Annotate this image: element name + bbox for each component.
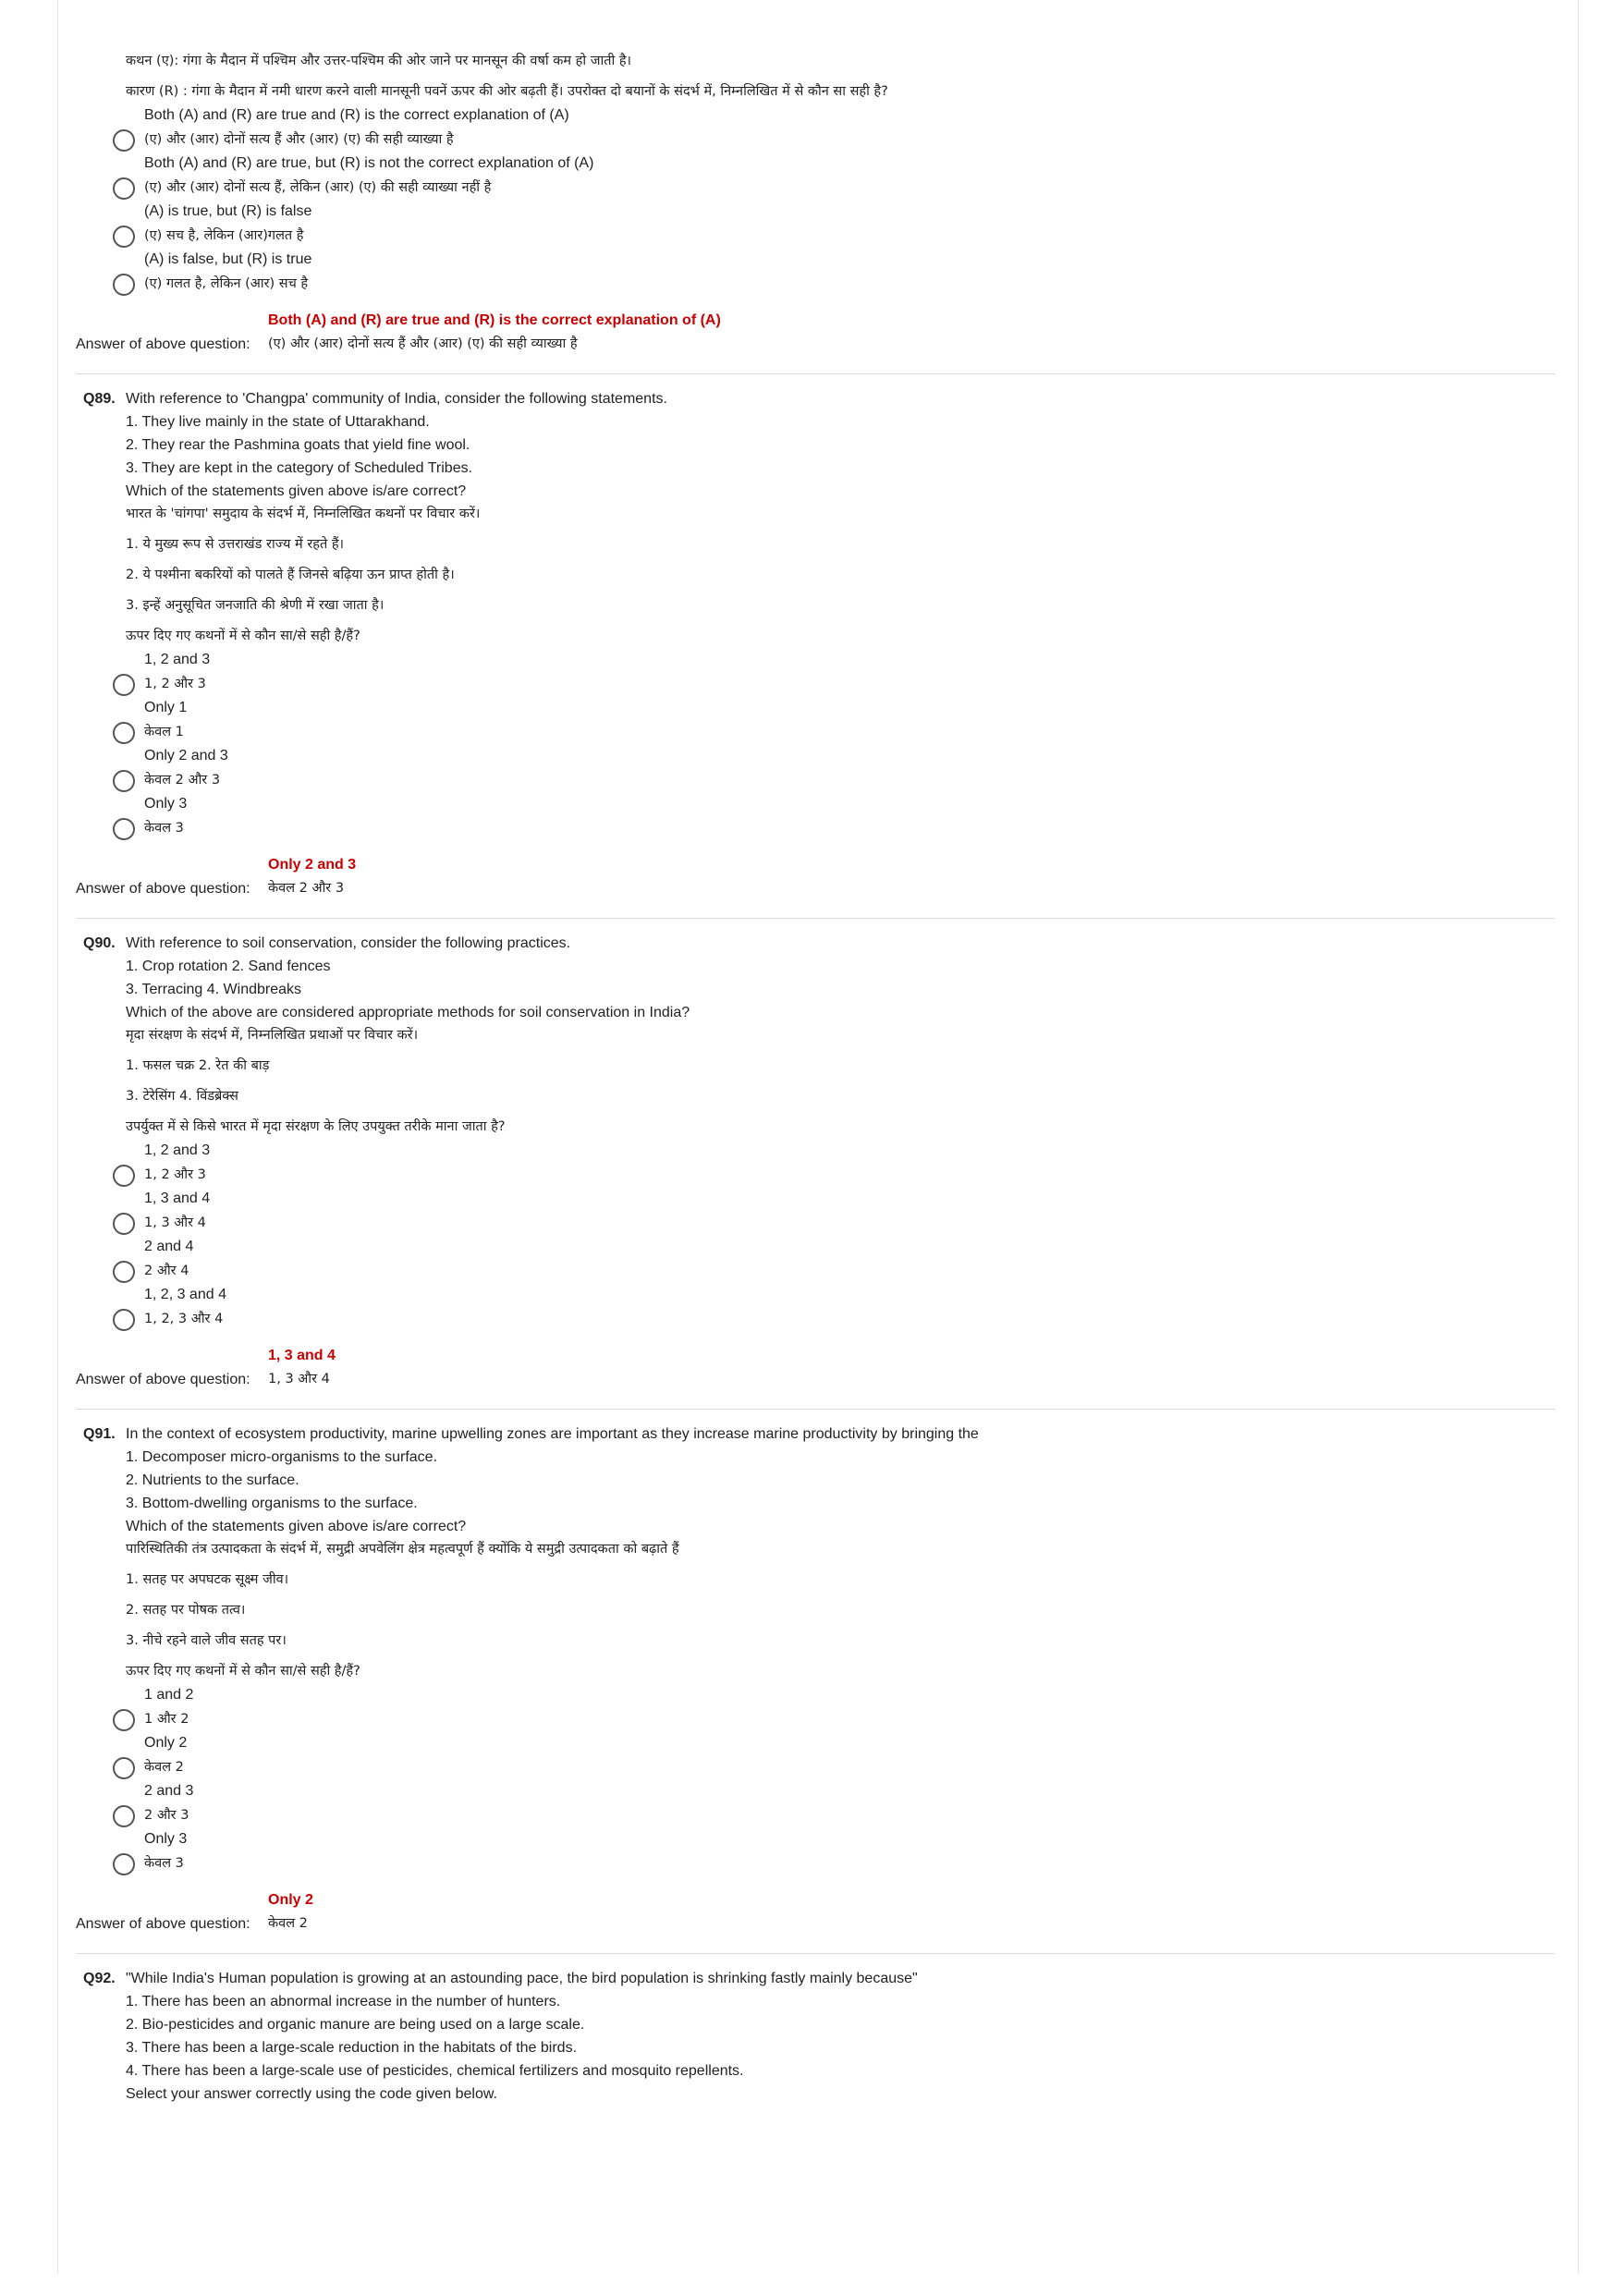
question-header	[83, 1423, 1555, 1446]
option-hindi: 1, 2, 3 और 4	[144, 1312, 224, 1326]
option-radio-button[interactable]	[113, 1309, 135, 1331]
question-number: Q89.	[83, 391, 116, 407]
option-text	[144, 648, 210, 696]
answer-option[interactable]	[113, 648, 1555, 696]
answer-label: Answer of above question:	[76, 881, 250, 897]
question-stem-hindi-line: 2. सतह पर पोषक तत्व।	[126, 1603, 246, 1618]
option-english: Only 2	[144, 1735, 188, 1751]
option-list	[76, 648, 1555, 840]
question-number: Q92.	[83, 1971, 116, 1986]
option-english: Only 3	[144, 796, 188, 812]
divider	[76, 1953, 1555, 1954]
option-radio-button[interactable]	[113, 674, 135, 696]
answer-option[interactable]	[113, 1827, 1555, 1875]
option-hindi: (ए) और (आर) दोनों सत्य हैं और (आर) (ए) की सही व्याख्या है	[144, 132, 454, 147]
question-91	[76, 1423, 1555, 1936]
option-radio-button[interactable]	[113, 1261, 135, 1283]
question-header	[83, 932, 1555, 955]
question-stem-line: With reference to 'Changpa' community of India, consider the following statements.	[126, 391, 667, 407]
question-stem-hindi-line: उपर्युक्त में से किसे भारत में मृदा संरक्षण के लिए उपयुक्त तरीके माना जाता है?	[126, 1119, 506, 1134]
divider	[76, 918, 1555, 919]
option-english: 1, 2 and 3	[144, 1142, 211, 1158]
divider	[76, 1409, 1555, 1410]
answer-label: Answer of above question:	[76, 336, 250, 352]
option-english: Only 1	[144, 700, 188, 715]
option-hindi: केवल 2	[144, 1760, 184, 1775]
option-radio-button[interactable]	[113, 177, 135, 200]
question-stem-line: Select your answer correctly using the code given below.	[126, 2086, 497, 2102]
answer-option[interactable]	[113, 1683, 1555, 1731]
question-stem-hindi-line: 2. ये पश्मीना बकरियों को पालते हैं जिनसे बढ़िया ऊन प्राप्त होती है।	[126, 568, 455, 582]
option-english: Both (A) and (R) are true, but (R) is not the correct explanation of (A)	[144, 155, 594, 171]
option-list	[76, 104, 1555, 296]
answer-hindi: (ए) और (आर) दोनों सत्य हैं और (आर) (ए) की सही व्याख्या है	[268, 336, 578, 351]
option-english: 2 and 4	[144, 1239, 194, 1254]
question-stem-line: With reference to soil conservation, consider the following practices.	[126, 935, 571, 951]
question-stem-line: 1. They live mainly in the state of Uttarakhand.	[126, 414, 430, 430]
option-text	[144, 1779, 193, 1827]
option-text	[144, 696, 187, 744]
question-list	[76, 50, 1555, 2106]
question-stem-line: 3. Terracing 4. Windbreaks	[126, 982, 302, 997]
answer-row	[76, 877, 1555, 901]
option-english: Only 2 and 3	[144, 748, 228, 763]
option-radio-button[interactable]	[113, 770, 135, 792]
question-stem-hindi-intro: मृदा संरक्षण के संदर्भ में, निम्नलिखित प्रथाओं पर विचार करें।	[126, 1028, 419, 1043]
question-89	[76, 387, 1555, 901]
option-radio-button[interactable]	[113, 1709, 135, 1731]
answer-option[interactable]	[113, 152, 1555, 200]
option-hindi: 2 और 3	[144, 1808, 189, 1823]
question-90	[76, 932, 1555, 1392]
option-english: Only 3	[144, 1831, 188, 1847]
answer-english: Only 2 and 3	[268, 857, 357, 873]
answer-hindi: केवल 2	[268, 1916, 308, 1931]
answer-row	[76, 1912, 1555, 1936]
question-stem-hindi-line: 1. ये मुख्य रूप से उत्तराखंड राज्य में रहते हैं।	[126, 537, 345, 552]
question-stem-line: 3. They are kept in the category of Scheduled Tribes.	[126, 460, 473, 476]
answer-option[interactable]	[113, 1283, 1555, 1331]
option-text	[144, 104, 569, 152]
option-radio-button[interactable]	[113, 1853, 135, 1875]
question-stem-line: 4. There has been a large-scale use of pesticides, chemical fertilizers and mosquito repellents.	[126, 2063, 744, 2079]
option-text	[144, 1235, 193, 1283]
option-text	[144, 152, 593, 200]
option-english: 1, 3 and 4	[144, 1191, 211, 1206]
answer-english: Both (A) and (R) are true and (R) is the correct explanation of (A)	[268, 312, 721, 328]
option-hindi: (ए) और (आर) दोनों सत्य हैं, लेकिन (आर) (ए) की सही व्याख्या नहीं है	[144, 180, 492, 195]
question-number: Q91.	[83, 1426, 116, 1442]
option-list	[76, 1139, 1555, 1331]
question-92	[76, 1967, 1555, 2106]
divider	[76, 373, 1555, 374]
option-english: (A) is true, but (R) is false	[144, 203, 312, 219]
option-hindi: (ए) सच है, लेकिन (आर)गलत है	[144, 228, 304, 243]
question-stem-line: 3. Bottom-dwelling organisms to the surface.	[126, 1496, 418, 1511]
option-radio-button[interactable]	[113, 1757, 135, 1779]
option-english: Both (A) and (R) are true and (R) is the correct explanation of (A)	[144, 107, 569, 123]
question-stem-hindi-intro: पारिस्थितिकी तंत्र उत्पादकता के संदर्भ में, समुद्री अपवेलिंग क्षेत्र महत्वपूर्ण हैं क्योंकि ये समुद्री उत्पादकता को बढ़ाते हैं	[126, 1542, 679, 1557]
option-radio-button[interactable]	[113, 818, 135, 840]
option-text	[144, 1187, 210, 1235]
question-stem-hindi-line: ऊपर दिए गए कथनों में से कौन सा/से सही है/हैं?	[126, 629, 360, 643]
option-text	[144, 1827, 187, 1875]
question-stem-hindi-line: 1. फसल चक्र 2. रेत की बाड़	[126, 1058, 270, 1073]
question-stem-line: 1. There has been an abnormal increase in the number of hunters.	[126, 1994, 561, 2009]
answer-hindi: केवल 2 और 3	[268, 881, 345, 896]
answer-option[interactable]	[113, 696, 1555, 744]
questions-container	[76, 387, 1555, 1954]
question-stem-line: 2. Bio-pesticides and organic manure are being used on a large scale.	[126, 2017, 585, 2033]
answer-option[interactable]	[113, 792, 1555, 840]
answer-option[interactable]	[113, 200, 1555, 248]
option-text	[144, 248, 311, 296]
option-hindi: 1, 2 और 3	[144, 1167, 206, 1182]
option-radio-button[interactable]	[113, 1805, 135, 1827]
answer-option[interactable]	[113, 104, 1555, 152]
option-text	[144, 744, 228, 792]
answer-option[interactable]	[113, 248, 1555, 296]
reason-text: कारण (R) : गंगा के मैदान में नमी धारण करने वाली मानसूनी पवनें ऊपर की ओर बढ़ती हैं। उपरोक्त दो बयानों के संदर्भ में, निम्नलिखित में से कौन सा सही है?	[126, 84, 888, 99]
answer-label: Answer of above question:	[76, 1372, 250, 1387]
question-stem-line: 2. They rear the Pashmina goats that yield fine wool.	[126, 437, 470, 453]
option-english: 1 and 2	[144, 1687, 194, 1703]
option-radio-button[interactable]	[113, 1213, 135, 1235]
answer-option[interactable]	[113, 1139, 1555, 1187]
answer-option[interactable]	[113, 744, 1555, 792]
answer-block	[76, 853, 1555, 901]
answer-label: Answer of above question:	[76, 1916, 250, 1932]
question-stem-hindi-line: 3. नीचे रहने वाले जीव सतह पर।	[126, 1633, 287, 1648]
option-radio-button[interactable]	[113, 226, 135, 248]
question-stem-hindi-line: 3. इन्हें अनुसूचित जनजाति की श्रेणी में रखा जाता है।	[126, 598, 385, 613]
option-hindi: (ए) गलत है, लेकिन (आर) सच है	[144, 276, 309, 291]
option-text	[144, 792, 187, 840]
option-text	[144, 1683, 193, 1731]
option-hindi: केवल 3	[144, 821, 184, 836]
option-radio-button[interactable]	[113, 274, 135, 296]
option-hindi: 1, 2 और 3	[144, 677, 206, 691]
answer-english: 1, 3 and 4	[268, 1348, 336, 1363]
question-stem-hindi-line: 3. टेरेसिंग 4. विंडब्रेक्स	[126, 1089, 238, 1104]
question-stem-line: "While India's Human population is growing at an astounding pace, the bird population is shrinking fastly mainly because"	[126, 1971, 918, 1986]
option-radio-button[interactable]	[113, 1165, 135, 1187]
question-88-partial	[76, 50, 1555, 357]
question-stem-line: Which of the statements given above is/are correct?	[126, 483, 467, 499]
question-stem-line: 3. There has been a large-scale reduction in the habitats of the birds.	[126, 2040, 578, 2056]
question-stem-line: 1. Decomposer micro-organisms to the surface.	[126, 1449, 438, 1465]
question-header	[83, 387, 1555, 410]
question-stem-line: 1. Crop rotation 2. Sand fences	[126, 959, 331, 974]
question-stem-hindi-line: ऊपर दिए गए कथनों में से कौन सा/से सही है/हैं?	[126, 1664, 360, 1679]
option-hindi: 1, 3 और 4	[144, 1215, 206, 1230]
option-english: 1, 2 and 3	[144, 652, 211, 667]
answer-block	[76, 309, 1555, 357]
answer-block	[76, 1888, 1555, 1936]
answer-option[interactable]	[113, 1187, 1555, 1235]
answer-option[interactable]	[113, 1731, 1555, 1779]
option-english: 1, 2, 3 and 4	[144, 1287, 226, 1302]
option-hindi: 1 और 2	[144, 1712, 189, 1727]
answer-option[interactable]	[113, 1235, 1555, 1283]
answer-row	[76, 1368, 1555, 1392]
assertion-text: कथन (ए): गंगा के मैदान में पश्चिम और उत्तर-पश्चिम की ओर जाने पर मानसून की वर्षा कम हो जाती है।	[126, 54, 632, 68]
option-hindi: 2 और 4	[144, 1264, 189, 1278]
question-stem-hindi-intro: भारत के 'चांगपा' समुदाय के संदर्भ में, निम्नलिखित कथनों पर विचार करें।	[126, 507, 481, 521]
answer-block	[76, 1344, 1555, 1392]
question-stem-line: Which of the above are considered appropriate methods for soil conservation in India?	[126, 1005, 690, 1020]
option-hindi: केवल 3	[144, 1856, 184, 1871]
option-text	[144, 200, 311, 248]
option-text	[144, 1731, 187, 1779]
option-english: 2 and 3	[144, 1783, 194, 1799]
option-text	[144, 1139, 210, 1187]
answer-hindi: 1, 3 और 4	[268, 1372, 330, 1386]
question-stem-line: 2. Nutrients to the surface.	[126, 1472, 299, 1488]
option-text	[144, 1283, 226, 1331]
question-stem-line: In the context of ecosystem productivity, marine upwelling zones are important as they increase marine productivity by bringing the	[126, 1426, 979, 1442]
option-radio-button[interactable]	[113, 722, 135, 744]
question-stem-hindi-line: 1. सतह पर अपघटक सूक्ष्म जीव।	[126, 1572, 289, 1587]
question-number: Q90.	[83, 935, 116, 951]
option-list	[76, 1683, 1555, 1875]
option-hindi: केवल 1	[144, 725, 184, 739]
option-hindi: केवल 2 और 3	[144, 773, 221, 788]
question-stem-line: Which of the statements given above is/are correct?	[126, 1519, 467, 1534]
option-english: (A) is false, but (R) is true	[144, 251, 312, 267]
answer-english: Only 2	[268, 1892, 313, 1908]
answer-option[interactable]	[113, 1779, 1555, 1827]
option-radio-button[interactable]	[113, 129, 135, 152]
